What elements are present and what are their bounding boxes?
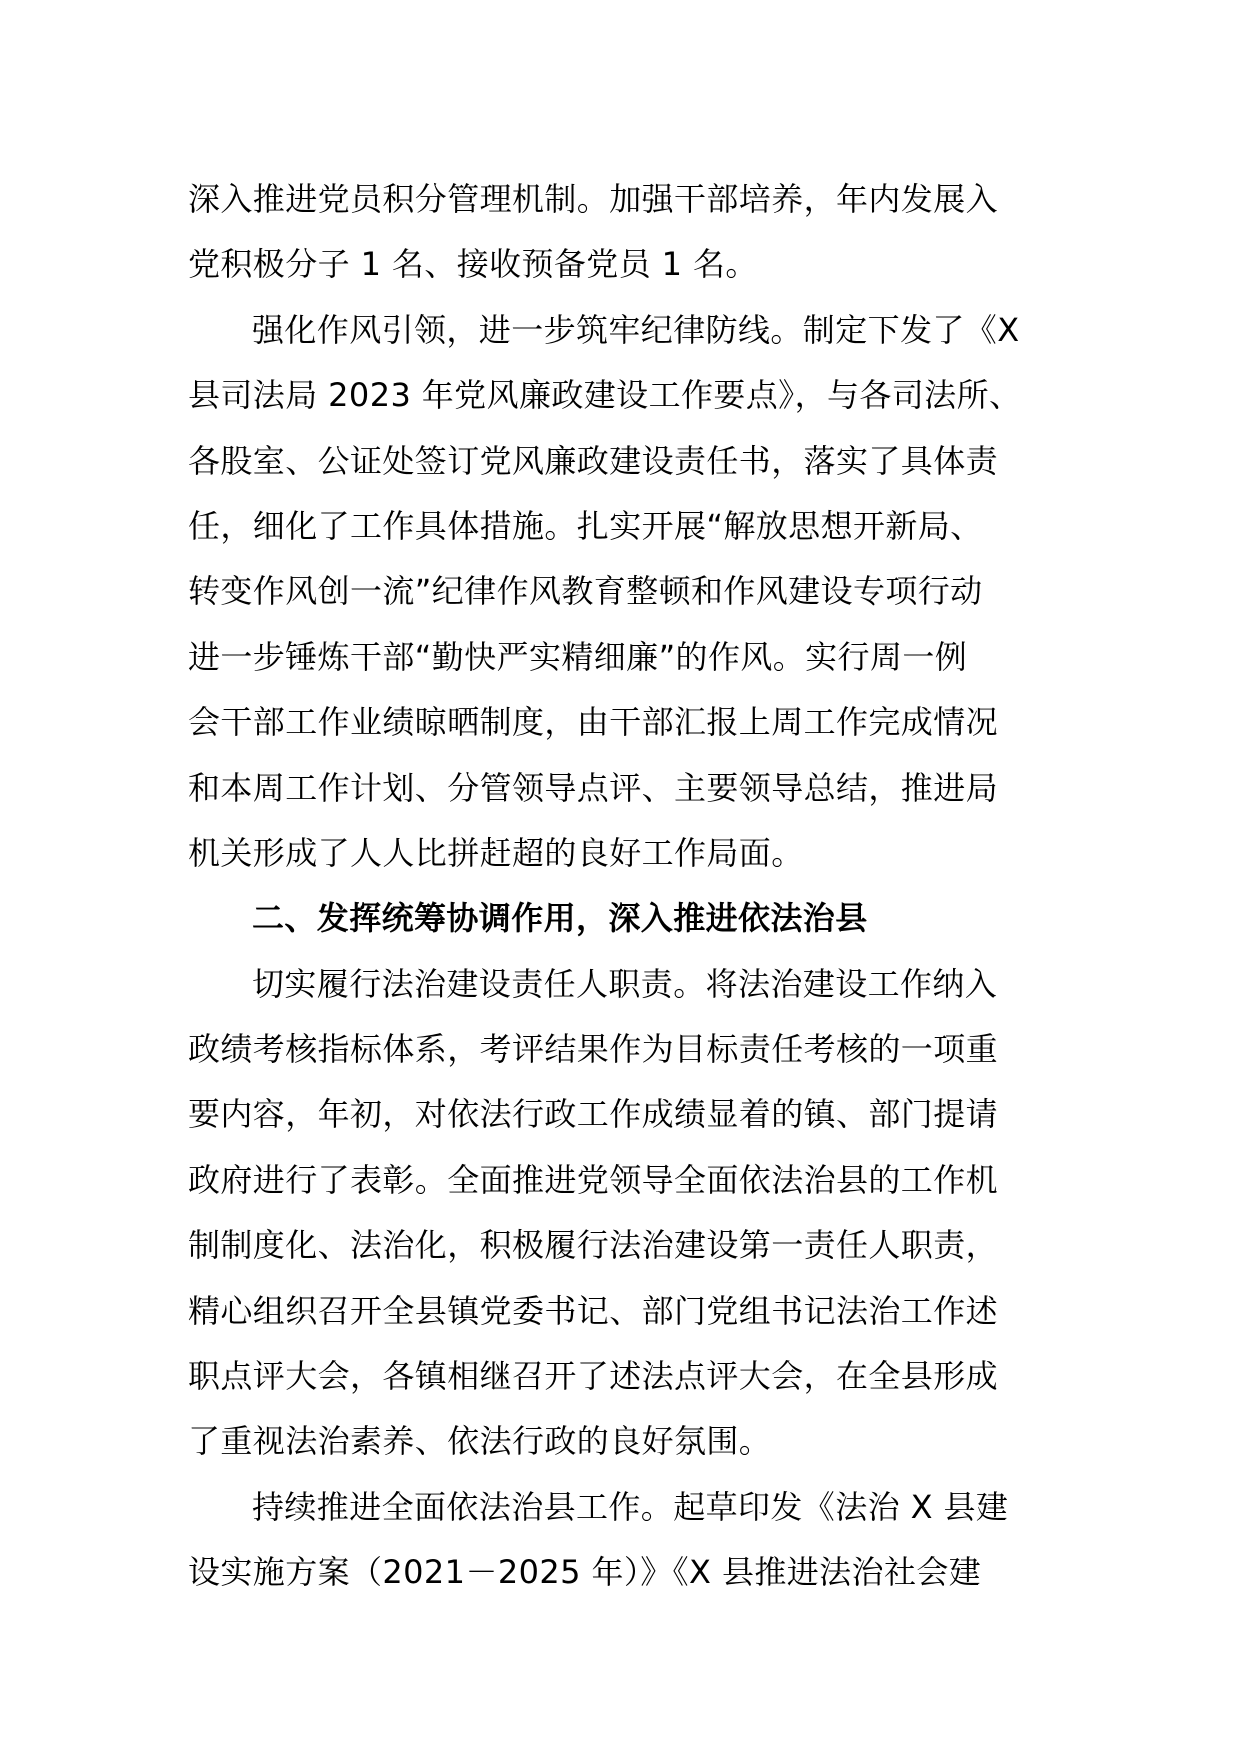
text-line: 精心组织召开全县镇党委书记、部门党组书记法治工作述 — [188, 1291, 999, 1330]
paragraph-rule-of-law-responsibility — [188, 952, 1054, 1475]
text-line: 党积极分子 1 名、接收预备党员 1 名。 — [188, 245, 758, 284]
text-line: 县司法局 2023 年党风廉政建设工作要点》，与各司法所、 — [188, 376, 1022, 415]
text-line: 政府进行了表彰。全面推进党领导全面依法治县的工作机 — [188, 1160, 999, 1199]
document-page — [188, 167, 1054, 1606]
text-line: 转变作风创一流”纪律作风教育整顿和作风建设专项行动 — [188, 572, 983, 611]
text-line: 职点评大会，各镇相继召开了述法点评大会，在全县形成 — [188, 1357, 999, 1396]
text-line: 政绩考核指标体系，考评结果作为目标责任考核的一项重 — [188, 1030, 999, 1069]
text-line: 要内容，年初，对依法行政工作成绩显着的镇、部门提请 — [188, 1095, 999, 1134]
paragraph-party-member-management — [188, 167, 1054, 298]
text-line: 强化作风引领，进一步筑牢纪律防线。制定下发了《X — [252, 310, 1020, 349]
text-line: 机关形成了人人比拼赶超的良好工作局面。 — [188, 833, 804, 872]
text-line: 会干部工作业绩晾晒制度，由干部汇报上周工作完成情况 — [188, 703, 999, 742]
paragraph-rule-of-law-county — [188, 1475, 1054, 1606]
paragraph-work-style — [188, 298, 1054, 887]
text-line: 设实施方案（2021－2025 年）》《X 县推进法治社会建 — [188, 1553, 982, 1592]
section-heading-text: 二、发挥统筹协调作用，深入推进依法治县 — [252, 899, 868, 938]
text-line: 切实履行法治建设责任人职责。将法治建设工作纳入 — [252, 964, 998, 1003]
text-line: 任，细化了工作具体措施。扎实开展“解放思想开新局、 — [188, 506, 983, 545]
text-line: 和本周工作计划、分管领导点评、主要领导总结，推进局 — [188, 768, 999, 807]
text-line: 了重视法治素养、依法行政的良好氛围。 — [188, 1422, 772, 1461]
section-heading — [188, 886, 1054, 951]
text-line: 深入推进党员积分管理机制。加强干部培养，年内发展入 — [188, 180, 999, 218]
text-line: 制制度化、法治化，积极履行法治建设第一责任人职责， — [188, 1226, 999, 1265]
text-line: 各股室、公证处签订党风廉政建设责任书，落实了具体责 — [188, 441, 999, 480]
text-line: 进一步锤炼干部“勤快严实精细廉”的作风。实行周一例 — [188, 637, 968, 676]
text-line: 持续推进全面依法治县工作。起草印发《法治 X 县建 — [252, 1487, 1009, 1526]
